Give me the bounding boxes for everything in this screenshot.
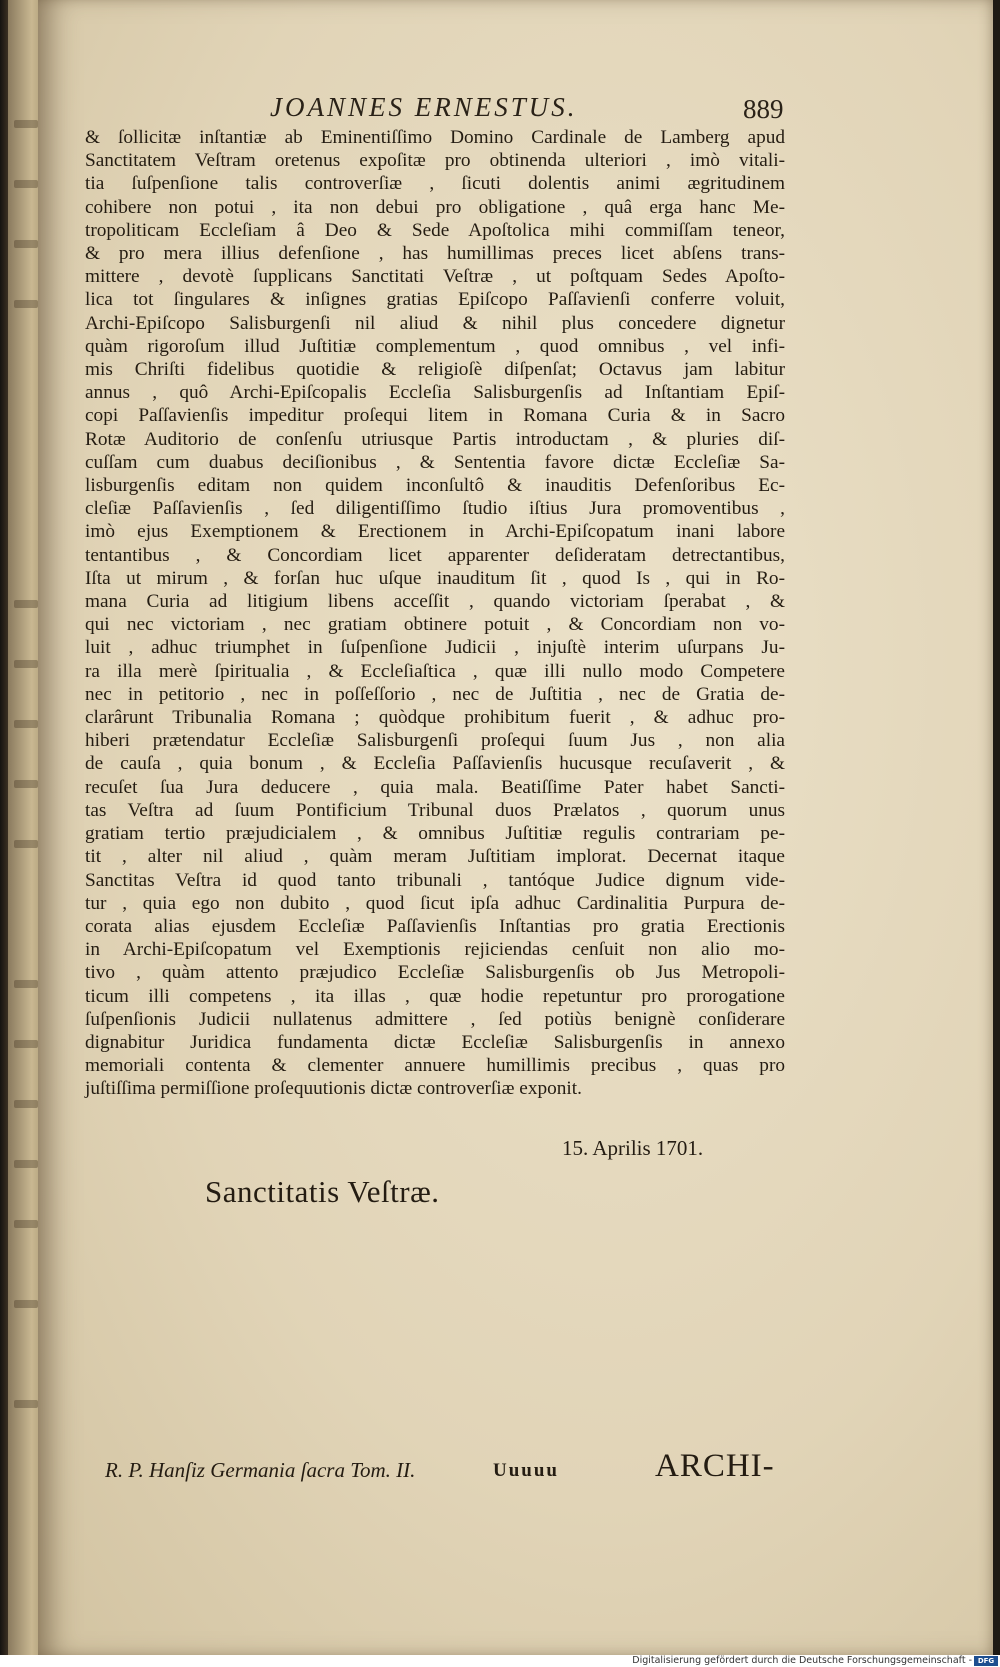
signature-mark: Uuuuu: [493, 1460, 559, 1481]
text-line: cuſſam cum duabus deciſionibus , & Sententia favore dictæ Eccleſiæ Sa-: [85, 451, 785, 473]
text-line: Iſta ut mirum , & forſan huc uſque inauditum ſit , quod Is , qui in Ro-: [85, 567, 785, 589]
text-line: & pro mera illius defenſione , has humillimas preces licet abſens trans-: [85, 243, 785, 265]
text-line: dignabitur Juridica fundamenta dictæ Eccleſiæ Salisburgenſis in annexo: [85, 1031, 785, 1053]
digitization-credit: Digitalisierung gefördert durch die Deutsche Forschungsgemeinschaft -: [632, 1655, 972, 1666]
text-line: Sanctitas Veſtra id quod tanto tribunali , tantóque Judice dignum vide-: [85, 869, 785, 891]
text-line: luit , adhuc triumphet in ſuſpenſione Judicii , injuſtè interim uſurpans Ju-: [85, 637, 785, 659]
text-line: tentantibus , & Concordiam licet apparenter deſideratam detrectantibus,: [85, 544, 785, 566]
text-line: ra illa merè ſpiritualia , & Eccleſiaſtica , quæ illi nullo modo Competere: [85, 660, 785, 682]
text-line: mis Chriſti fidelibus quotidie & religioſè diſpenſat; Octavus jam labitur: [85, 359, 785, 381]
text-line: ticum illi competens , ita illas , quæ hodie repetuntur pro prorogatione: [85, 985, 785, 1007]
text-line: ſuſpenſionis Judicii nullatenus admittere , ſed potiùs benignè conſiderare: [85, 1008, 785, 1030]
text-line: qui nec victoriam , nec gratiam obtinere potuit , & Concordiam non vo-: [85, 614, 785, 636]
text-line: memoriali contenta & clementer annuere humillimis precibus , quas pro: [85, 1055, 785, 1077]
text-line: gratiam tertio præjudicialem , & omnibus Juſtitiæ regulis contrariam pe-: [85, 823, 785, 845]
text-line: mana Curia ad litigium libens acceſſit , quando victoriam ſperabat , &: [85, 591, 785, 613]
text-line: mittere , devotè ſupplicans Sanctitati Veſtræ , ut poſtquam Sedes Apoſto-: [85, 266, 785, 288]
date-line: 15. Aprilis 1701.: [562, 1136, 704, 1160]
text-line: tas Veſtra ad ſuum Pontificium Tribunal duos Prælatos , quorum unus: [85, 799, 785, 821]
text-line: hiberi prætendatur Eccleſiæ Salisburgenſi proſequi ſuum Jus , non alia: [85, 730, 785, 752]
text-line: Rotæ Auditorio de conſenſu utriusque Partis introductam , & pluries diſ-: [85, 428, 785, 450]
adjacent-page-edge: [8, 0, 42, 1655]
body-text: [85, 126, 785, 1101]
text-line: clarârunt Tribunalia Romana ; quòdque prohibitum fuerit , & adhuc pro-: [85, 707, 785, 729]
text-line: cohibere non potui , ita non debui pro obligatione , quâ erga hanc Me-: [85, 196, 785, 218]
dfg-logo: DFG: [974, 1656, 998, 1666]
text-line: in Archi-Epiſcopatum vel Exemptionis rejiciendas cenſuit non alio mo-: [85, 939, 785, 961]
text-line: Sanctitatem Veſtram oretenus expoſitæ pro obtinenda ulteriori , imò vitali-: [85, 150, 785, 172]
catchword: ARCHI-: [655, 1448, 775, 1484]
text-line: quàm rigoroſum illud Juſtitiæ complementum , quod omnibus , vel infi-: [85, 335, 785, 357]
text-line: tur , quia ego non dubito , quod ſicut ipſa adhuc Cardinalitia Purpura de-: [85, 892, 785, 914]
text-line: imò ejus Exemptionem & Erectionem in Archi-Epiſcopatum inani labore: [85, 521, 785, 543]
running-head: JOANNES ERNESTUS.: [270, 92, 578, 122]
text-line: tit , alter nil aliud , quàm meram Juſtitiam implorat. Decernat itaque: [85, 846, 785, 868]
page-number: 889: [743, 94, 784, 124]
text-line: lica tot ſingulares & inſignes gratias Epiſcopo Paſſavienſi conferre voluit,: [85, 289, 785, 311]
text-line: cleſiæ Paſſavienſis , ſed diligentiſſimo ſtudio iſtius Jura promoventibus ,: [85, 498, 785, 520]
text-line: copi Paſſavienſis impeditur proſequi litem in Romana Curia & in Sacro: [85, 405, 785, 427]
text-line: tropoliticam Eccleſiam â Deo & Sede Apoſtolica mihi commiſſam teneor,: [85, 219, 785, 241]
text-line: tia ſuſpenſione talis controverſiæ , ſicuti dolentis animi ægritudinem: [85, 173, 785, 195]
text-line: de cauſa , quia bonum , & Eccleſia Paſſavienſis hucusque recuſaverit , &: [85, 753, 785, 775]
footer-bar: [0, 1655, 1000, 1667]
text-line: juſtiſſima permiſſione proſequutionis dictæ controverſiæ exponit.: [85, 1078, 582, 1100]
text-line: nec in petitorio , nec in poſſeſſorio , nec de Juſtitia , nec de Gratia de-: [85, 683, 785, 705]
text-line: Archi-Epiſcopo Salisburgenſi nil aliud & nihil plus concedere dignetur: [85, 312, 785, 334]
text-line: corata alias ejusdem Eccleſiæ Paſſavienſis Inſtantias pro gratia Erectionis: [85, 915, 785, 937]
text-line: annus , quô Archi-Epiſcopalis Eccleſia Salisburgenſis ad Inſtantiam Epiſ-: [85, 382, 785, 404]
text-line: tivo , quàm attento præjudico Eccleſiæ Salisburgenſis ob Jus Metropoli-: [85, 962, 785, 984]
footer-citation: R. P. Hanſiz Germania ſacra Tom. II.: [105, 1458, 416, 1482]
closing-salutation: Sanctitatis Veſtræ.: [205, 1174, 440, 1209]
text-line: lisburgenſis editam non quidem inconſultô & inauditis Defenſoribus Ec-: [85, 475, 785, 497]
text-line: & ſollicitæ inſtantiæ ab Eminentiſſimo Domino Cardinale de Lamberg apud: [85, 127, 785, 148]
text-line: recuſet ſua Jura deducere , quia mala. Beatiſſime Pater habet Sancti-: [85, 776, 785, 798]
